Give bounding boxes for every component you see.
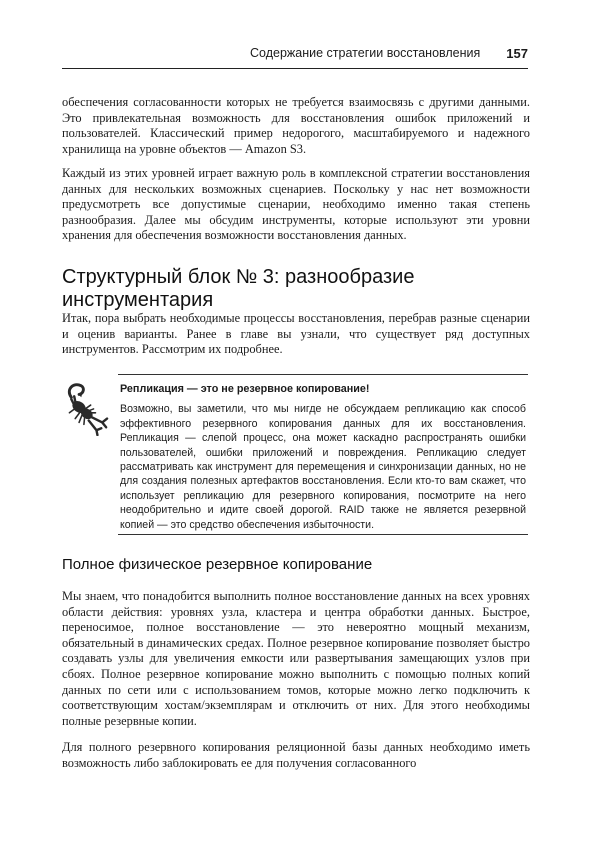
paragraph-5: Для полного резервного копирования реляционной базы данных необходимо иметь возможность либо заблокировать ее для получения согласованного xyxy=(62,740,530,770)
running-header xyxy=(62,46,528,69)
paragraph-5-block xyxy=(62,740,530,771)
note-text: Возможно, вы заметили, что мы нигде не обсуждаем репликацию как способ эффективного резервного копирования данных для их восстановления. Репликация — слепой процесс, она может каскадно распространять ошибки пользователей, ошибки приложений и повреждения. Репликацию следует рассматривать как инструмент для перемещения и синхронизации данных, но не для создания полезных артефактов восстановления. Если кто-то вам скажет, что использует репликацию для резервного копирования, посмотрите на него неодобрительно и идите своей дорогой. RAID также не является резервной копией — это средство обеспечения избыточности. xyxy=(120,403,526,531)
section-heading-block xyxy=(62,266,530,312)
paragraph-4-block xyxy=(62,589,530,729)
paragraph-2: Каждый из этих уровней играет важную роль в комплексной стратегии восстановления данных для нескольких возможных сценариев. Поскольку у нас нет возможности предусмотреть все допустимые сценарии, необходимо именно такая степень разнообразия. Далее мы обсудим инструменты, которые используют эти уровни хранения для обеспечения возможности восстановления данных. xyxy=(62,166,530,243)
paragraph-1-block xyxy=(62,95,530,157)
paragraph-3: Итак, пора выбрать необходимые процессы восстановления, перебрав разные сценарии и оценив варианты. Ранее в главе вы узнали, что существует ряд доступных инструментов. Рассмотрим их подробнее. xyxy=(62,311,530,357)
page-number: 157 xyxy=(506,46,528,61)
paragraph-2-block xyxy=(62,166,530,244)
note-title: Репликация — это не резервное копирование! xyxy=(120,383,370,395)
note-box xyxy=(120,382,526,532)
subsection-heading-block xyxy=(62,556,530,573)
running-title: Содержание стратегии восстановления xyxy=(250,46,481,60)
paragraph-3-block xyxy=(62,311,530,358)
scorpion-icon xyxy=(52,378,110,436)
note-top-rule xyxy=(118,374,528,375)
paragraph-4: Мы знаем, что понадобится выполнить полное восстановление данных на всех уровнях области действия: уровнях узла, кластера и центра обработки данных. Быстрое, переносимое, полное восстановление — это невероятно мощный механизм, обязательный в динамических средах. Полное резервное копирование позволяет быстро создавать узлы для увеличения емкости или развертывания замещающих узлов при сбоях. Полное резервное копирование можно выполнить с помощью полных копий данных по сети или с использованием томов, которые можно легко подключить к соответствующим хостам/экземплярам и отключить от них. Для этого необходимы полные резервные копии. xyxy=(62,589,530,728)
subsection-heading: Полное физическое резервное копирование xyxy=(62,556,373,573)
paragraph-1: обеспечения согласованности которых не требуется взаимосвязь с другими данными. Это привлекательная возможность для восстановления ошибок приложений и пользователей. Классический пример недорогого, масштабируемого и надежного хранилища на уровне объектов — Amazon S3. xyxy=(62,95,530,156)
section-heading: Структурный блок № 3: разнообразие инструментария xyxy=(62,266,415,311)
note-bottom-rule xyxy=(118,534,528,535)
